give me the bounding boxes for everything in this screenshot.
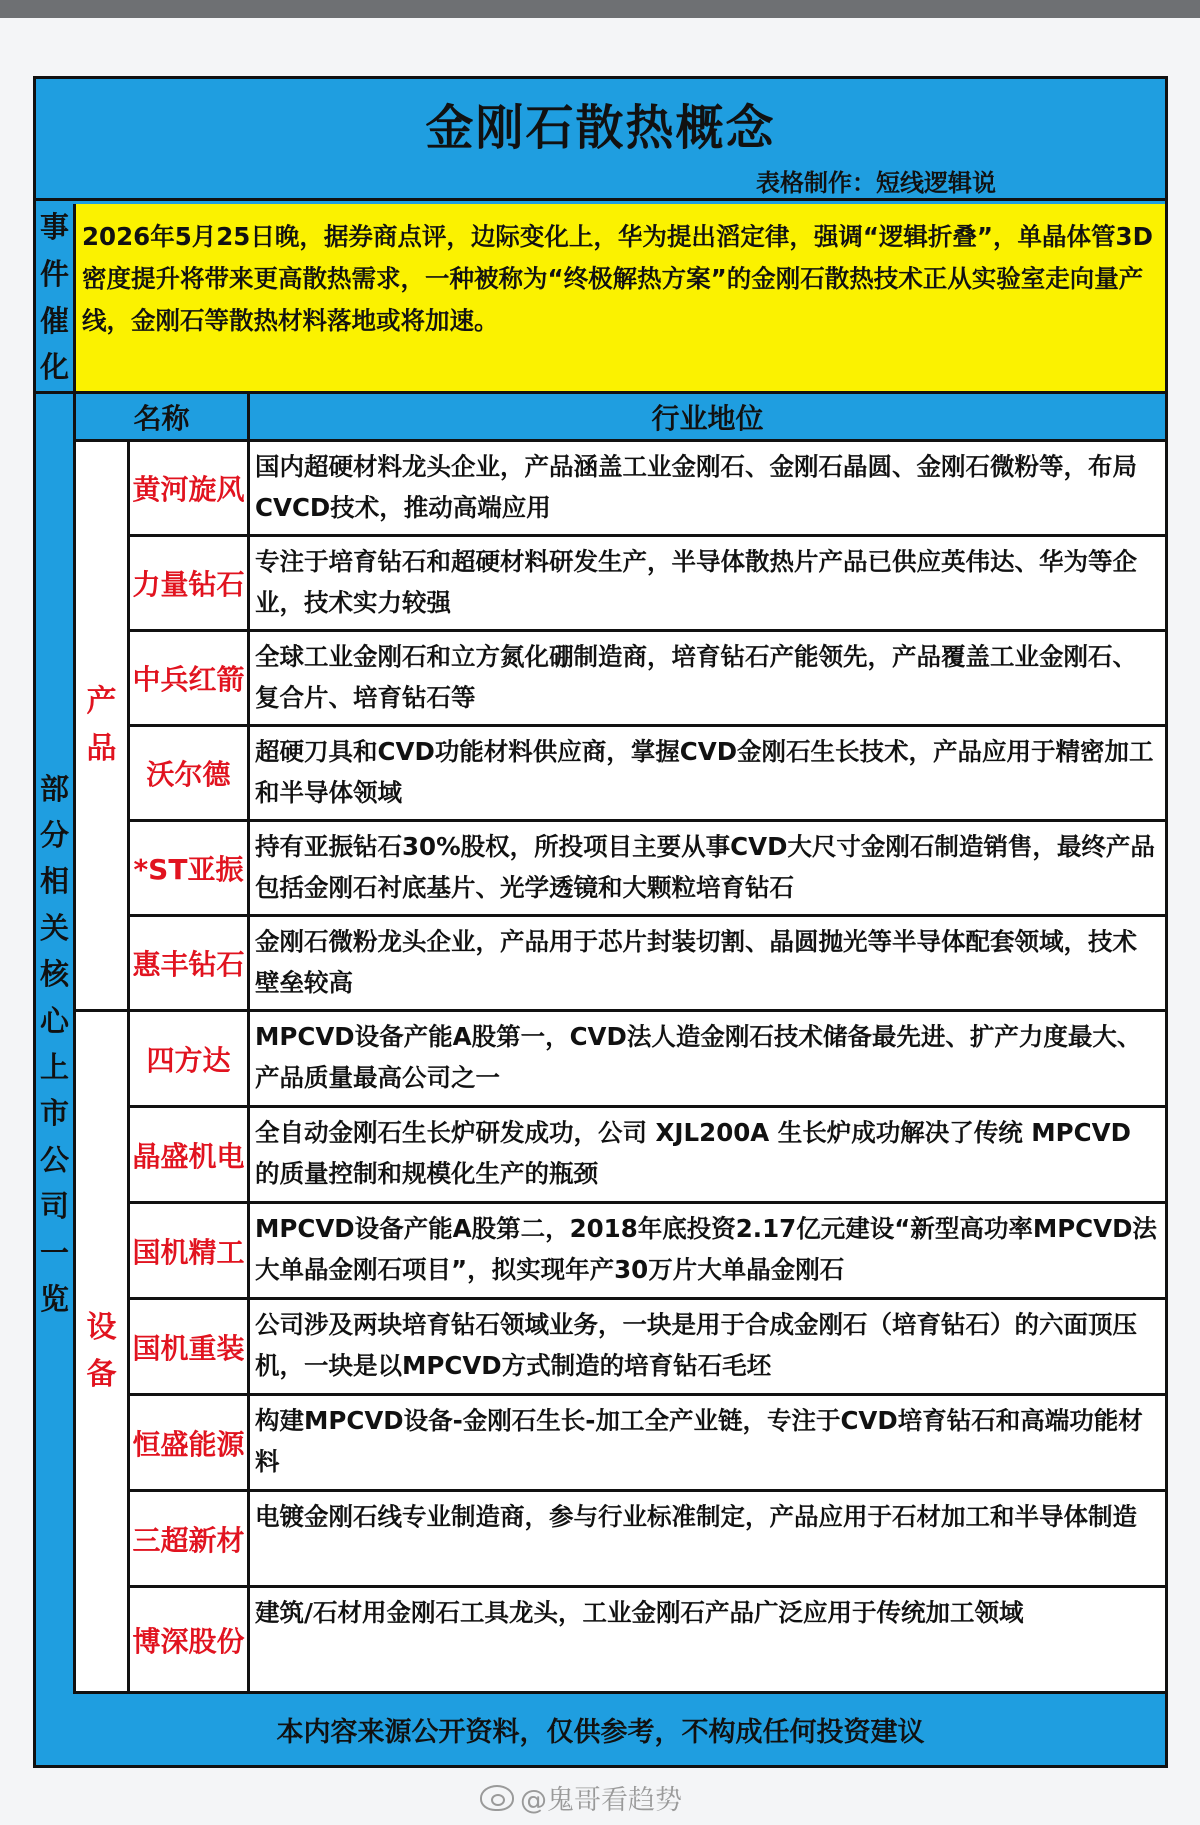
company-position: MPCVD设备产能A股第一，CVD法人造金刚石技术储备最先进、扩产力度最大、产品质量最高公司之一	[250, 1012, 1165, 1108]
watermark-text: @鬼哥看趋势	[520, 1785, 682, 1816]
company-position: 构建MPCVD设备-金刚石生长-加工全产业链，专注于CVD培育钻石和高端功能材料	[250, 1396, 1165, 1492]
column-header-position: 行业地位	[250, 394, 1165, 442]
company-position: 公司涉及两块培育钻石领域业务，一块是用于合成金刚石（培育钻石）的六面顶压机，一块是以MPCVD方式制造的培育钻石毛坯	[250, 1300, 1165, 1396]
company-name: 博深股份	[130, 1588, 250, 1694]
company-name: 惠丰钻石	[130, 917, 250, 1012]
company-name: 国机重装	[130, 1300, 250, 1396]
company-position: 电镀金刚石线专业制造商，参与行业标准制定，产品应用于石材加工和半导体制造	[250, 1492, 1165, 1588]
company-name: *ST亚振	[130, 822, 250, 917]
category-equipment	[76, 1012, 130, 1694]
company-position: 建筑/石材用金刚石工具龙头，工业金刚石产品广泛应用于传统加工领域	[250, 1588, 1165, 1694]
table-title: 金刚石散热概念	[425, 100, 776, 156]
company-position: 超硬刀具和CVD功能材料供应商，掌握CVD金刚石生长技术，产品应用于精密加工和半导体领域	[250, 727, 1165, 822]
company-position: 全自动金刚石生长炉研发成功，公司 XJL200A 生长炉成功解决了传统 MPCVD 的质量控制和规模化生产的瓶颈	[250, 1108, 1165, 1204]
category-equipment-label: 设备	[86, 1310, 117, 1392]
watermark	[480, 1778, 682, 1817]
category-products-label: 产品	[86, 684, 117, 766]
event-label	[36, 204, 76, 394]
disclaimer: 本内容来源公开资料，仅供参考，不构成任何投资建议	[36, 1694, 1165, 1765]
event-description: 2026年5月25日晚，据券商点评，边际变化上，华为提出滔定律，强调“逻辑折叠”，单晶体管3D密度提升将带来更高散热需求，一种被称为“终极解热方案”的金刚石散热技术正从实验室走向量产线，金刚石等散热材料落地或将加速。	[76, 204, 1165, 394]
table-maker: 表格制作：短线逻辑说	[756, 169, 996, 197]
company-name: 四方达	[130, 1012, 250, 1108]
company-position: 国内超硬材料龙头企业，产品涵盖工业金刚石、金刚石晶圆、金刚石微粉等，布局CVCD技术，推动高端应用	[250, 442, 1165, 537]
category-products	[76, 442, 130, 1012]
company-name: 国机精工	[130, 1204, 250, 1300]
company-position: 金刚石微粉龙头企业，产品用于芯片封装切割、晶圆抛光等半导体配套领域，技术壁垒较高	[250, 917, 1165, 1012]
table-header	[36, 79, 1165, 201]
company-name: 力量钻石	[130, 537, 250, 632]
concept-table	[33, 76, 1168, 1768]
company-position: 持有亚振钻石30%股权，所投项目主要从事CVD大尺寸金刚石制造销售，最终产品包括金刚石衬底基片、光学透镜和大颗粒培育钻石	[250, 822, 1165, 917]
event-label-text: 事件催化	[39, 209, 69, 385]
company-name: 沃尔德	[130, 727, 250, 822]
weibo-icon	[480, 1785, 514, 1811]
company-position: 全球工业金刚石和立方氮化硼制造商，培育钻石产能领先，产品覆盖工业金刚石、复合片、培育钻石等	[250, 632, 1165, 727]
company-name: 中兵红箭	[130, 632, 250, 727]
company-position: 专注于培育钻石和超硬材料研发生产，半导体散热片产品已供应英伟达、华为等企业，技术实力较强	[250, 537, 1165, 632]
company-position: MPCVD设备产能A股第二，2018年底投资2.17亿元建设“新型高功率MPCVD法大单晶金刚石项目”，拟实现年产30万片大单晶金刚石	[250, 1204, 1165, 1300]
companies-section-label	[36, 394, 76, 1694]
company-name: 黄河旋风	[130, 442, 250, 537]
company-name: 三超新材	[130, 1492, 250, 1588]
company-name: 恒盛能源	[130, 1396, 250, 1492]
companies-section-label-text: 部分相关核心上市公司一览	[39, 771, 69, 1316]
top-status-bar	[0, 0, 1200, 18]
column-header-name: 名称	[76, 394, 250, 442]
company-name: 晶盛机电	[130, 1108, 250, 1204]
